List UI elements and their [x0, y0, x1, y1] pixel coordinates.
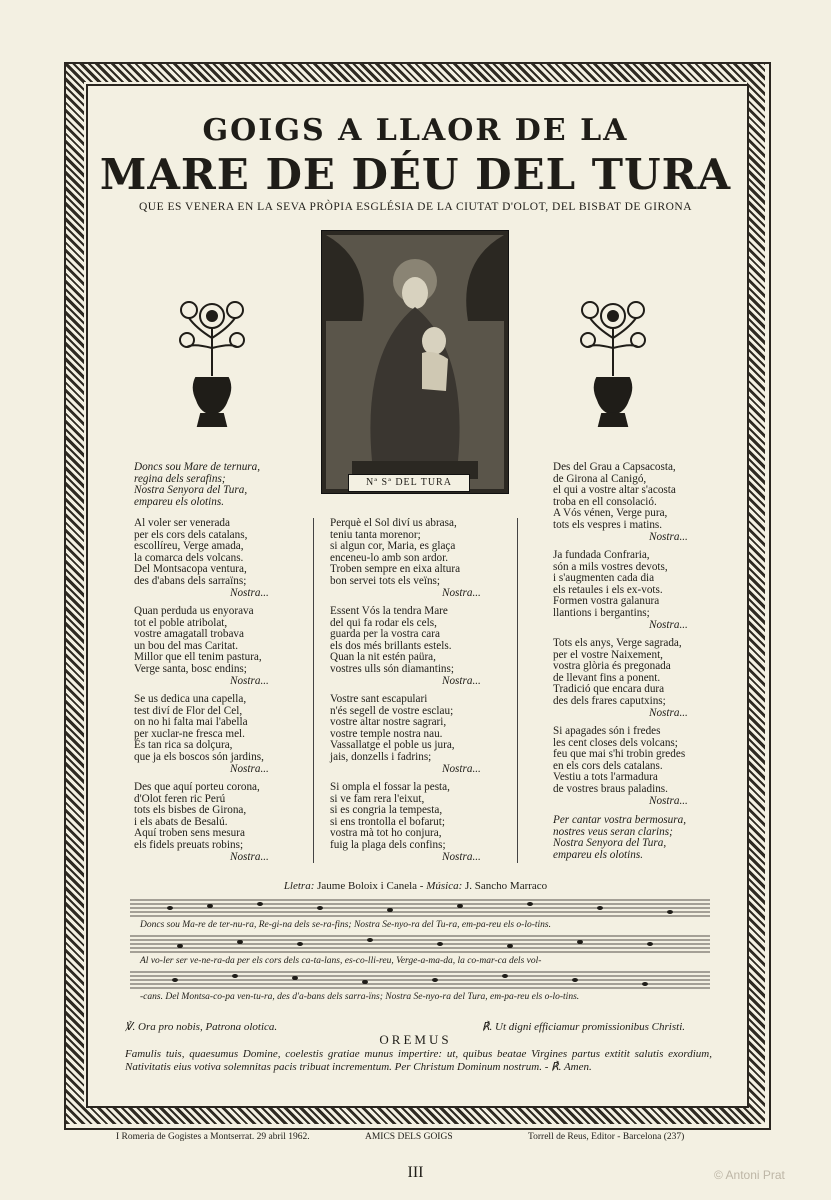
engraving-illustration — [322, 231, 508, 493]
col1-stanza-2: Quan perduda us enyorava tot el poble atribolat, vostre amagatall trobava un bou del mas Caritat. Millor que ell tenim pastura, Verge santa, bosc endins; Nostra... — [134, 605, 269, 687]
lyrics-label: Lletra: — [283, 880, 315, 892]
page-number: III — [407, 1164, 424, 1181]
left-flower-vase-image — [171, 288, 253, 438]
col2-stanza-4: Si ompla el fossar la pesta, si ve fam rera l'eixut, si es congria la tempesta, si ens trontolla el bofarut; vostra mà tot ho conjura, fuig la plaga dels confins; Nostra... — [330, 781, 481, 863]
music-label: Música: — [426, 880, 463, 892]
closing-refrain: Per cantar vostra bermosura, nostres veus seran clarins; Nostra Senyora del Tura, empareu els olotins. — [553, 814, 686, 861]
footer-center: AMICS DELS GOIGS — [365, 1132, 453, 1142]
credits-line — [0, 880, 831, 892]
footer-right: Torrell de Reus, Editor - Barcelona (237) — [528, 1132, 685, 1142]
oremus-heading: OREMUS — [379, 1032, 452, 1047]
col1-stanza-4: Des que aquí porteu corona, d'Olot feren ric Perú tots els bisbes de Girona, i els abats de Besalú. Aquí troben sens mesura els fidels preuats robins; Nostra... — [134, 781, 269, 863]
column-divider-1 — [313, 518, 314, 863]
lyrics-author: Jaume Boloix i Canela — [317, 880, 418, 892]
versicle: ℣. Ora pro nobis, Patrona olotica. — [125, 1021, 278, 1033]
response: ℟. Ut digni efficiamur promissionibus Christi. — [482, 1021, 685, 1033]
music-staff-1 — [130, 898, 710, 918]
subtitle: QUE ES VENERA EN LA SEVA PRÒPIA ESGLÉSIA DE LA CIUTAT D'OLOT, DEL BISBAT DE GIRONA — [138, 201, 693, 213]
col1-stanza-3: Se us dedica una capella, test diví de Flor del Cel, on no hi falta mai l'abella per xuclar-ne fresca mel. És tan rica sa dolçura, que ja els boscos són jardins, Nostra... — [134, 693, 269, 775]
footer-left: I Romeria de Gogistes a Montserrat. 29 abril 1962. — [116, 1132, 310, 1142]
col2-stanza-3: Vostre sant escapulari n'és segell de vostre esclau; vostre altar nostre sagrari, vostre temple nostra nau. Vassallatge el poble us jura, jais, donzells i fadrins; Nostra... — [330, 693, 481, 775]
music-lyric-1: Doncs sou Ma-re de ter-nu-ra, Re-gi-na dels se-ra-fins; Nostra Se-nyo-ra del Tu-ra, em-pa-reu els o-lo-tins. — [140, 920, 551, 930]
music-lyric-2: Al vo-ler ser ve-ne-ra-da per els cors dels ca-ta-lans, es-co-lli-reu, Verge-a-ma-da, la co-mar-ca dels vol- — [140, 956, 542, 966]
column-divider-2 — [517, 518, 518, 863]
prayer-text: Famulis tuis, quaesumus Domine, coelestis gratiae munus impertire: ut, quibus beatae Virgines partus extitit salutis exordium, Nativitatis eius votiva solemnitas pacis tribuat incrementum. Per Christum Dominum nostrum. - ℟. Amen. — [125, 1048, 712, 1073]
title-line-1: GOIGS A LLAOR DE LA — [202, 113, 629, 148]
col2-stanza-1: Perquè el Sol diví us abrasa, teniu tanta morenor; si algun cor, Maria, es glaça enceneu-lo amb son ardor. Troben sempre en eixa altura bon servei tots els veïns; Nostra... — [330, 517, 481, 599]
music-lyric-3: -cans. Del Montsa-co-pa ven-tu-ra, des d'a-bans dels sarra-ïns; Nostra Se-nyo-ra del Tura, em-pa-reu els o-lo-tins. — [140, 992, 580, 1002]
col3-stanza-2: Ja fundada Confraria, són a mils vostres devots, i s'augmenten cada dia els retaules i els ex-vots. Formen vostra galanura llantions i bergantins; Nostra... — [553, 549, 688, 631]
col3-stanza-4: Si apagades són i fredes les cent closes dels volcans; feu que mai s'hi trobin gredes en els cors dels catalans. Vestiu a tots l'armadura de vostres braus paladins. Nostra... — [553, 725, 688, 807]
opening-refrain: Doncs sou Mare de ternura, regina dels serafins; Nostra Senyora del Tura, empareu els olotins. — [134, 461, 261, 508]
credits-separator: - — [419, 880, 424, 892]
music-staff-2 — [130, 934, 710, 954]
col2-stanza-2: Essent Vós la tendra Mare del qui fa rodar els cels, guarda per la vostra cara els dos més brillants estels. Quan la nit estén paüra, vostres ulls són diamantins; Nostra... — [330, 605, 481, 687]
col1-stanza-1: Al voler ser venerada per els cors dels catalans, escollíreu, Verge amada, la comarca dels volcans. Del Montsacopa ventura, des d'abans dels sarraïns; Nostra... — [134, 517, 269, 599]
watermark: © Antoni Prat — [714, 1168, 785, 1182]
right-flower-vase-image — [572, 288, 654, 438]
col3-stanza-1: Des del Grau a Capsacosta, de Girona al Canigó, el qui a vostre altar s'acosta troba en ell consolació. A Vós vénen, Verge pura, tots els vespres i matins. Nostra... — [553, 461, 688, 543]
music-staff-3 — [130, 970, 710, 990]
col3-stanza-3: Tots els anys, Verge sagrada, per el vostre Naixement, vostra glòria és pregonada de llevant fins a ponent. Tradició que encara dura des dels frares caputxins; Nostra... — [553, 637, 688, 719]
music-author: J. Sancho Marraco — [465, 880, 548, 892]
virgin-and-child-engraving — [321, 230, 509, 494]
title-line-2: MARE DE DÉU DEL TURA — [99, 150, 732, 199]
engraving-caption: Nª Sª DEL TURA — [348, 474, 470, 492]
